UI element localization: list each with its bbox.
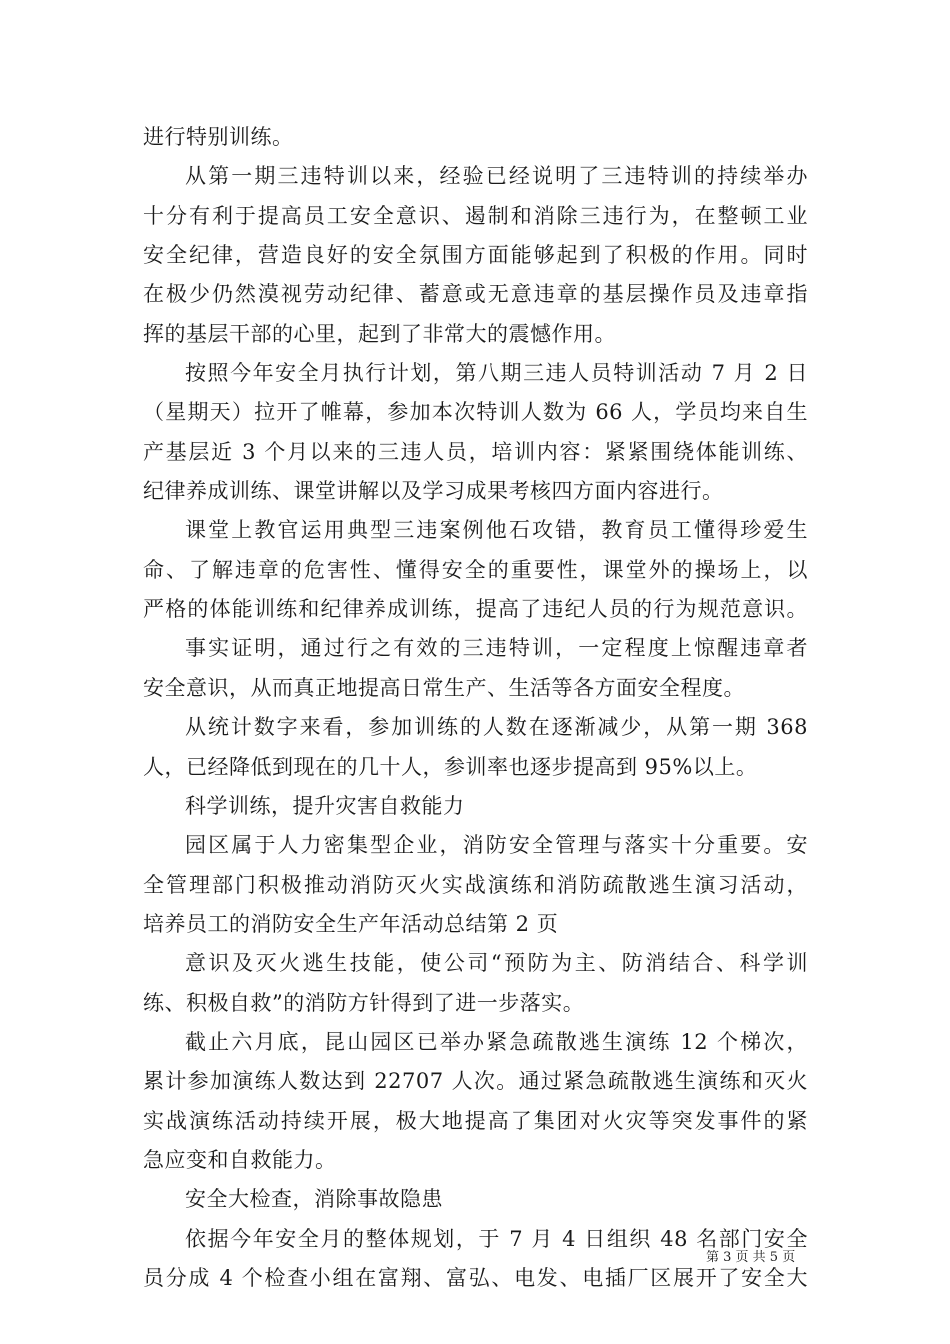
text-line: 安全意识，从而真正地提高日常生产、生活等各方面安全程度。 bbox=[143, 675, 745, 700]
text-line: 人，已经降低到现在的几十人，参训率也逐步提高到 95%以上。 bbox=[143, 754, 758, 779]
section-heading: 安全大检查，消除事故隐患 bbox=[185, 1187, 443, 1212]
text-line: 课堂上教官运用典型三违案例他石攻错，教育员工懂得珍爱生 bbox=[185, 518, 808, 543]
text-line: 按照今年安全月执行计划，第八期三违人员特训活动 7 月 2 日 bbox=[185, 361, 808, 386]
text-line: 在极少仍然漠视劳动纪律、蓄意或无意违章的基层操作员及违章指 bbox=[143, 282, 808, 307]
text-line: 园区属于人力密集型企业，消防安全管理与落实十分重要。安 bbox=[185, 833, 808, 858]
text-line: 命、了解违章的危害性、懂得安全的重要性，课堂外的操场上，以 bbox=[143, 557, 808, 582]
text-line: 急应变和自救能力。 bbox=[143, 1147, 337, 1172]
text-line: 从统计数字来看，参加训练的人数在逐渐减少，从第一期 368 bbox=[185, 715, 808, 740]
text-line: 累计参加演练人数达到 22707 人次。通过紧急疏散逃生演练和灭火 bbox=[143, 1069, 808, 1094]
text-line: 严格的体能训练和纪律养成训练，提高了违纪人员的行为规范意识。 bbox=[143, 597, 808, 622]
text-line: 截止六月底，昆山园区已举办紧急疏散逃生演练 12 个梯次， bbox=[185, 1029, 808, 1054]
text-line: 从第一期三违特训以来，经验已经说明了三违特训的持续举办 bbox=[185, 164, 808, 189]
text-line: 事实证明，通过行之有效的三违特训，一定程度上惊醒违章者 bbox=[185, 636, 808, 661]
section-heading: 科学训练，提升灾害自救能力 bbox=[185, 793, 465, 818]
document-body bbox=[143, 118, 808, 1298]
text-line: 十分有利于提高员工安全意识、遏制和消除三违行为，在整顿工业 bbox=[143, 203, 808, 228]
text-line: （星期天）拉开了帷幕，参加本次特训人数为 66 人，学员均来自生 bbox=[143, 400, 808, 425]
text-line: 全管理部门积极推动消防灭火实战演练和消防疏散逃生演习活动， bbox=[143, 872, 808, 897]
text-line: 意识及灭火逃生技能，使公司“预防为主、防消结合、科学训 bbox=[185, 951, 808, 976]
text-line: 培养员工的消防安全生产年活动总结第 2 页 bbox=[143, 911, 559, 936]
text-line: 安全纪律，营造良好的安全氛围方面能够起到了积极的作用。同时 bbox=[143, 243, 808, 268]
text-line: 挥的基层干部的心里，起到了非常大的震憾作用。 bbox=[143, 321, 616, 346]
text-line: 进行特别训练。 bbox=[143, 125, 294, 149]
page-number: 第 3 页 共 5 页 bbox=[706, 1250, 796, 1265]
text-line: 依据今年安全月的整体规划，于 7 月 4 日组织 48 名部门安全 bbox=[185, 1226, 808, 1251]
text-line: 实战演练活动持续开展，极大地提高了集团对火灾等突发事件的紧 bbox=[143, 1108, 808, 1133]
text-line: 纪律养成训练、课堂讲解以及学习成果考核四方面内容进行。 bbox=[143, 479, 724, 504]
text-line: 练、积极自救”的消防方针得到了进一步落实。 bbox=[143, 990, 585, 1015]
text-line: 产基层近 3 个月以来的三违人员，培训内容：紧紧围绕体能训练、 bbox=[143, 439, 808, 464]
text-line: 员分成 4 个检查小组在富翔、富弘、电发、电插厂区展开了安全大 bbox=[143, 1265, 808, 1290]
